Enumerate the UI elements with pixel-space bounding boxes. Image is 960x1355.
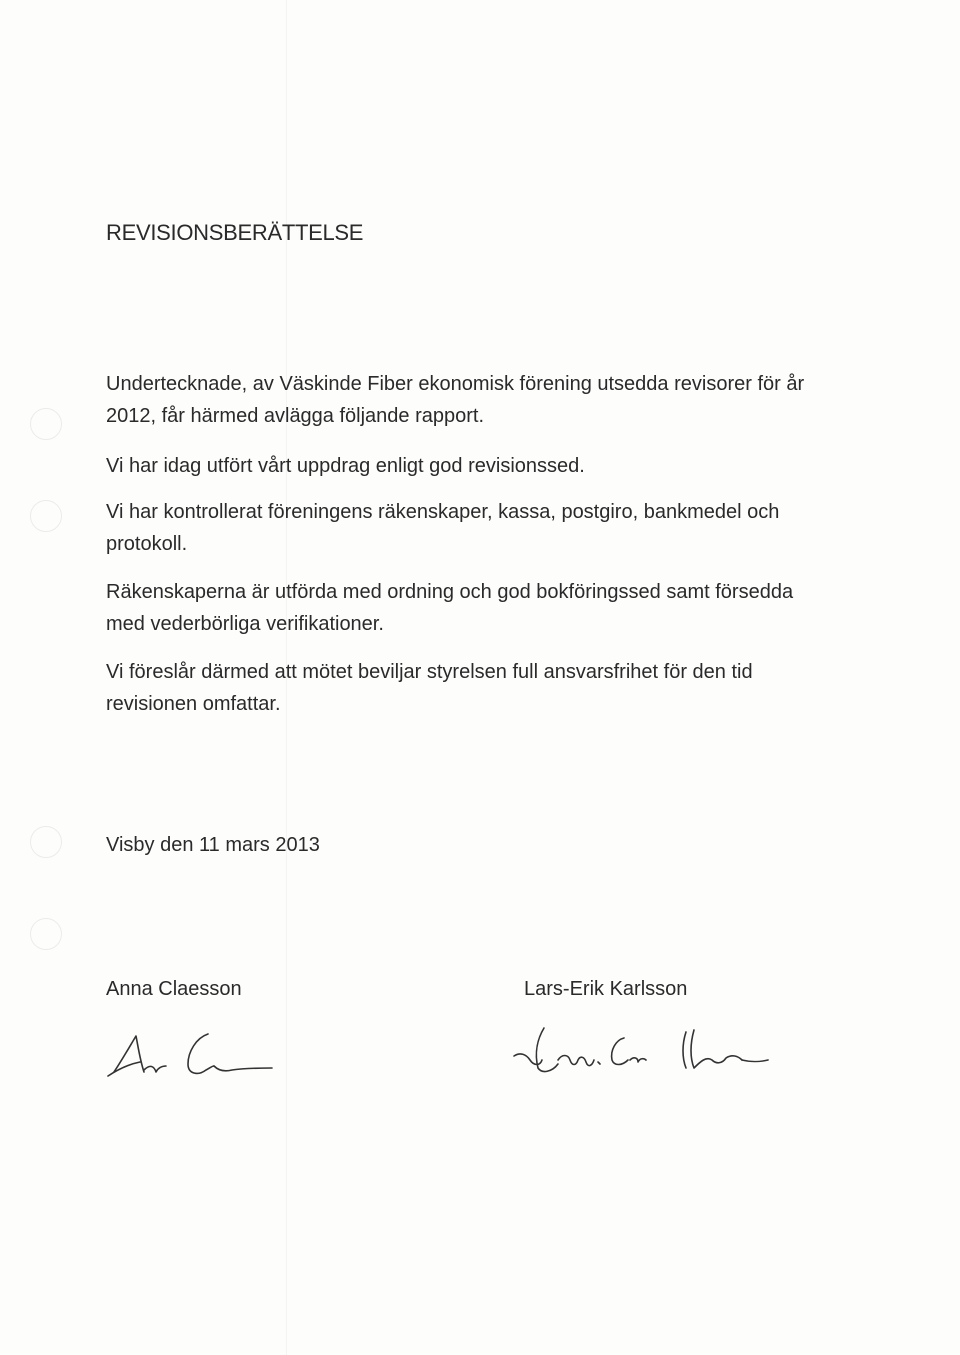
punch-hole (30, 500, 62, 532)
paragraph-review: Vi har kontrollerat föreningens räkenskaper, kassa, postgiro, bankmedel och protokoll. (106, 501, 780, 555)
punch-hole (30, 826, 62, 858)
punch-hole (30, 408, 62, 440)
signatory-name-1: Anna Claesson (106, 978, 242, 1000)
handwritten-signature-anna (100, 1020, 280, 1090)
handwritten-signature-lars-erik (506, 1016, 776, 1086)
signatory-name-2: Lars-Erik Karlsson (524, 978, 688, 1000)
paragraph-assignment: Vi har idag utfört vårt uppdrag enligt god revisionssed. (106, 455, 585, 477)
paragraph-discharge: Vi föreslår därmed att mötet beviljar styrelsen full ansvarsfrihet för den tid revisionen omfattar. (106, 661, 753, 715)
paragraph-accounts: Räkenskaperna är utförda med ordning och god bokföringssed samt försedda med vederbörliga verifikationer. (106, 581, 794, 635)
document-title: REVISIONSBERÄTTELSE (106, 220, 364, 245)
paragraph-intro: Undertecknade, av Väskinde Fiber ekonomisk förening utsedda revisorer för år 2012, får härmed avlägga följande rapport. (106, 373, 805, 427)
place-and-date: Visby den 11 mars 2013 (106, 834, 320, 856)
punch-hole (30, 918, 62, 950)
